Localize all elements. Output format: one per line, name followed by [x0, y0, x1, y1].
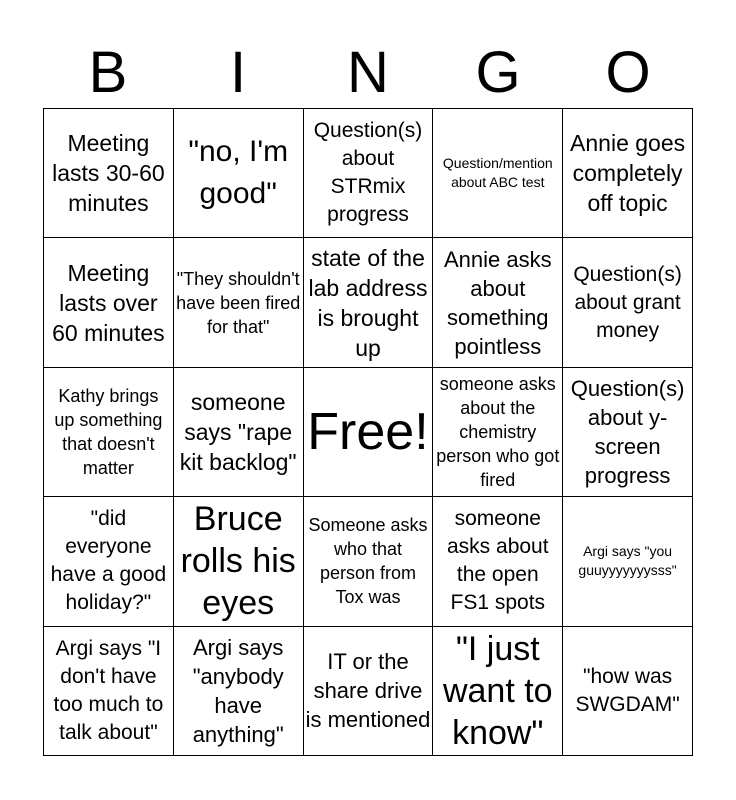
- cell-text: Question(s) about y-screen progress: [570, 375, 685, 488]
- cell-text: Annie goes completely off topic: [570, 130, 686, 217]
- cell-text: Kathy brings up something that doesn't matter: [54, 385, 163, 478]
- header-letter-b: B: [88, 40, 128, 105]
- bingo-cell[interactable]: [433, 497, 563, 626]
- bingo-cell[interactable]: [433, 368, 563, 497]
- cell-text: "They shouldn't have been fired for that": [176, 268, 301, 337]
- bingo-cell[interactable]: [44, 238, 174, 367]
- cell-text: "did everyone have a good holiday?": [50, 507, 167, 615]
- bingo-cell[interactable]: [304, 238, 434, 367]
- free-space-cell[interactable]: [304, 368, 434, 497]
- bingo-cell[interactable]: [174, 368, 304, 497]
- cell-text: Argi says "I don't have too much to talk about": [53, 636, 164, 744]
- cell-text: "how was SWGDAM": [575, 664, 680, 716]
- cell-text: Argi says "you guuyyyyyyysss": [578, 543, 677, 579]
- bingo-cell[interactable]: [304, 497, 434, 626]
- cell-text: Question(s) about STRmix progress: [313, 119, 423, 227]
- cell-text: Someone asks who that person from Tox was: [308, 515, 428, 608]
- bingo-cell[interactable]: [304, 627, 434, 756]
- cell-text: someone asks about the open FS1 spots: [447, 507, 549, 615]
- header-letter-g: G: [475, 40, 521, 105]
- bingo-cell[interactable]: [44, 627, 174, 756]
- header-letter-o: O: [605, 40, 651, 105]
- cell-text: "no, I'm good": [188, 135, 289, 211]
- cell-text: state of the lab address is brought up: [308, 244, 428, 361]
- cell-text: "I just want to know": [442, 629, 553, 752]
- bingo-grid: [43, 108, 693, 756]
- bingo-cell[interactable]: [563, 368, 693, 497]
- cell-text: Meeting lasts over 60 minutes: [52, 259, 165, 346]
- cell-text: someone says "rape kit backlog": [179, 388, 297, 475]
- cell-text: Bruce rolls his eyes: [180, 500, 296, 623]
- bingo-cell[interactable]: [44, 109, 174, 238]
- bingo-cell[interactable]: [433, 627, 563, 756]
- cell-text: IT or the share drive is mentioned: [305, 649, 431, 733]
- bingo-cell[interactable]: [44, 497, 174, 626]
- bingo-cell[interactable]: [433, 238, 563, 367]
- bingo-cell[interactable]: [174, 109, 304, 238]
- bingo-header: [43, 38, 693, 108]
- bingo-cell[interactable]: [174, 238, 304, 367]
- cell-text: Question(s) about grant money: [573, 262, 682, 342]
- bingo-cell[interactable]: [174, 627, 304, 756]
- cell-text: someone asks about the chemistry person who got fired: [436, 373, 560, 490]
- free-space-text: Free!: [307, 402, 429, 461]
- bingo-cell[interactable]: [563, 238, 693, 367]
- cell-text: Annie asks about something pointless: [443, 246, 552, 359]
- cell-text: Argi says "anybody have anything": [192, 634, 284, 747]
- bingo-cell[interactable]: [563, 109, 693, 238]
- bingo-cell[interactable]: [563, 497, 693, 626]
- cell-text: Question/mention about ABC test: [442, 155, 553, 191]
- bingo-cell[interactable]: [174, 497, 304, 626]
- bingo-cell[interactable]: [563, 627, 693, 756]
- bingo-cell[interactable]: [304, 109, 434, 238]
- bingo-cell[interactable]: [433, 109, 563, 238]
- bingo-cell[interactable]: [44, 368, 174, 497]
- header-letter-n: N: [347, 40, 389, 105]
- header-letter-i: I: [229, 40, 247, 105]
- cell-text: Meeting lasts 30-60 minutes: [52, 130, 165, 217]
